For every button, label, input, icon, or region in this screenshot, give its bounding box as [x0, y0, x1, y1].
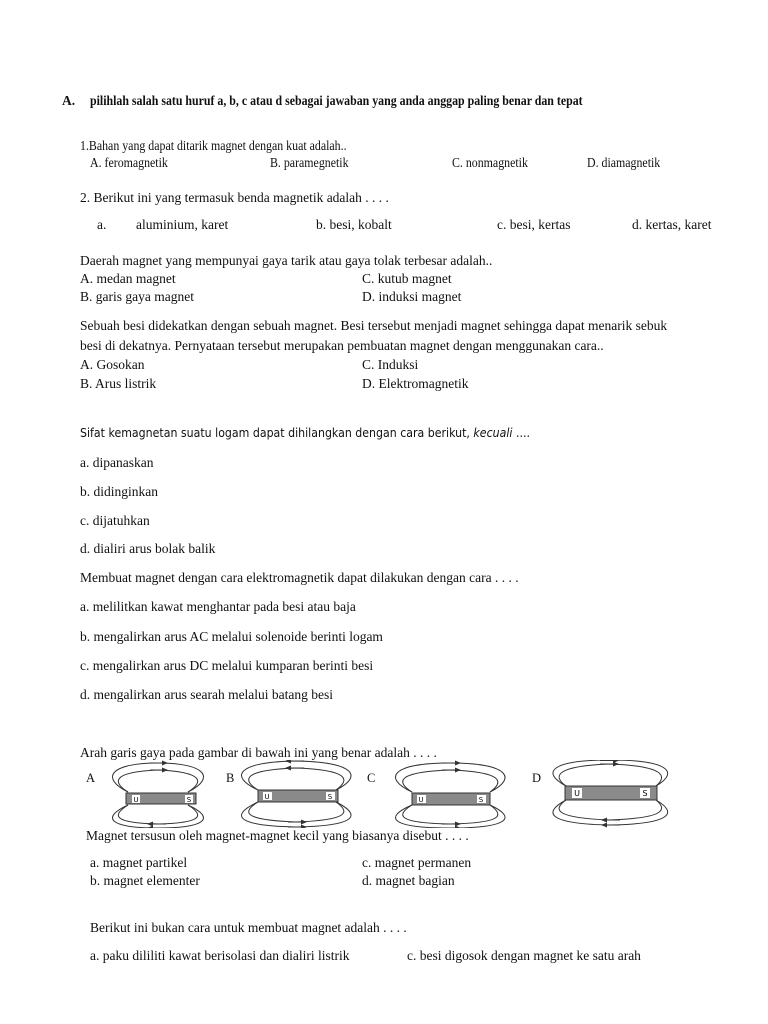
magnet-field-figures	[0, 760, 768, 828]
question-6: Membuat magnet dengan cara elektromagnetik dapat dilakukan dengan cara . . . .	[80, 570, 519, 585]
q4-option-a: A. Gosokan	[80, 357, 145, 372]
q2-option-c: c. besi, kertas	[497, 217, 571, 232]
q4-option-b: B. Arus listrik	[80, 376, 157, 391]
q3-option-a: A. medan magnet	[80, 271, 176, 286]
figure-label-a: A	[86, 771, 96, 785]
fig-c-pole-s: S	[478, 796, 484, 804]
q3-option-b: B. garis gaya magnet	[80, 289, 194, 304]
magnet-figure-d	[553, 760, 668, 825]
question-4-line-1: Sebuah besi didekatkan dengan sebuah magnet. Besi tersebut menjadi magnet sehingga dapat menarik sebuk	[80, 318, 668, 333]
section-instruction: pilihlah salah satu huruf a, b, c atau d sebagai jawaban yang anda anggap paling benar dan tepat	[90, 93, 583, 108]
figure-label-b: B	[226, 771, 235, 785]
figure-label-c: C	[367, 771, 376, 785]
figure-label-d: D	[532, 771, 542, 785]
q5-ellipsis: ....	[515, 425, 530, 440]
fig-d-pole-s: S	[642, 789, 648, 798]
fig-b-pole-s: S	[327, 793, 333, 801]
q1-option-d: D. diamagnetik	[587, 155, 661, 170]
fig-a-pole-u: U	[133, 796, 139, 804]
q5-option-c: c. dijatuhkan	[80, 513, 150, 528]
fig-a-pole-s: S	[186, 796, 192, 804]
q5-option-d: d. dialiri arus bolak balik	[80, 541, 216, 556]
magnet-figure-c	[396, 763, 505, 828]
magnet-figure-a	[113, 763, 204, 828]
q8-option-d: d. magnet bagian	[362, 873, 455, 888]
q2-option-b: b. besi, kobalt	[316, 217, 392, 232]
q8-option-b: b. magnet elementer	[90, 873, 200, 888]
q5-option-a: a. dipanaskan	[80, 455, 154, 470]
q1-option-c: C. nonmagnetik	[452, 155, 528, 170]
q2-option-a: aluminium, karet	[136, 217, 229, 232]
question-1: 1.Bahan yang dapat ditarik magnet dengan kuat adalah..	[80, 138, 347, 153]
q5-text: Sifat kemagnetan suatu logam dapat dihilangkan dengan cara berikut,	[80, 425, 470, 440]
fig-b-pole-u: U	[264, 793, 270, 801]
q2-option-d: d. kertas, karet	[632, 217, 712, 232]
q6-option-d: d. mengalirkan arus searah melalui batang besi	[80, 687, 334, 702]
q2-letter-a: a.	[97, 217, 107, 232]
q6-option-c: c. mengalirkan arus DC melalui kumparan berinti besi	[80, 658, 374, 673]
question-3: Daerah magnet yang mempunyai gaya tarik atau gaya tolak terbesar adalah..	[80, 253, 493, 268]
q9-option-a: a. paku dililiti kawat berisolasi dan dialiri listrik	[90, 948, 350, 963]
q8-option-a: a. magnet partikel	[90, 855, 188, 870]
question-9: Berikut ini bukan cara untuk membuat magnet adalah . . . .	[90, 920, 407, 935]
q3-option-d: D. induksi magnet	[362, 289, 462, 304]
question-7: Arah garis gaya pada gambar di bawah ini yang benar adalah . . . .	[80, 745, 437, 760]
section-letter: A.	[62, 93, 76, 108]
magnet-figure-b	[242, 761, 351, 827]
q3-option-c: C. kutub magnet	[362, 271, 452, 286]
q9-option-c: c. besi digosok dengan magnet ke satu arah	[407, 948, 641, 963]
question-2: 2. Berikut ini yang termasuk benda magnetik adalah . . . .	[80, 190, 389, 205]
q6-option-b: b. mengalirkan arus AC melalui solenoide berinti logam	[80, 629, 383, 644]
q5-option-b: b. didinginkan	[80, 484, 158, 499]
question-5	[80, 425, 530, 440]
q4-option-d: D. Elektromagnetik	[362, 376, 469, 391]
question-4-line-2: besi di dekatnya. Pernyataan tersebut merupakan pembuatan magnet dengan menggunakan cara..	[80, 338, 604, 353]
question-8: Magnet tersusun oleh magnet-magnet kecil yang biasanya disebut . . . .	[86, 828, 469, 843]
q4-option-c: C. Induksi	[362, 357, 419, 372]
fig-c-pole-u: U	[418, 796, 424, 804]
q1-option-a: A. feromagnetik	[90, 155, 168, 170]
q1-option-b: B. paramegnetik	[270, 155, 349, 170]
fig-d-pole-u: U	[574, 789, 580, 798]
q5-italic: kecuali	[473, 425, 513, 440]
q6-option-a: a. melilitkan kawat menghantar pada besi atau baja	[80, 599, 356, 614]
q8-option-c: c. magnet permanen	[362, 855, 472, 870]
